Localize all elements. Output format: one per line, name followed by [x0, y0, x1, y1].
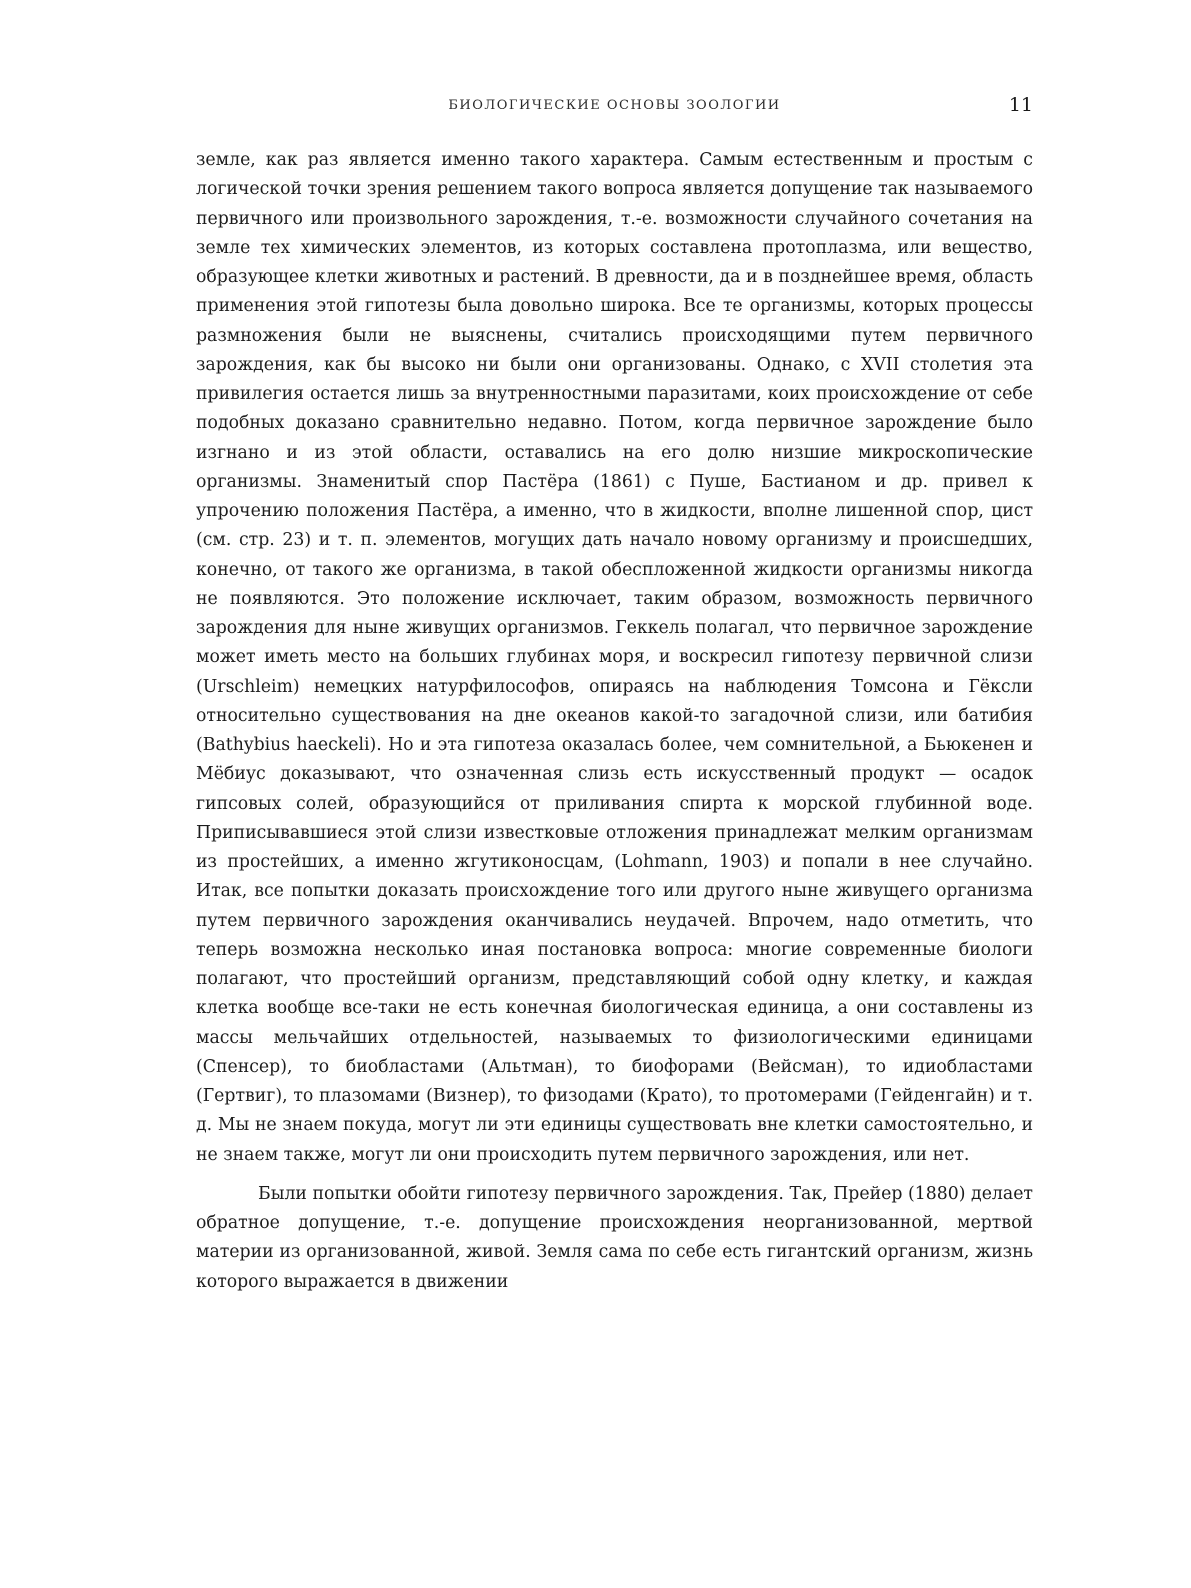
- page-header: [196, 96, 1033, 120]
- paragraph: Были попытки обойти гипотезу первичного зарождения. Так, Прейер (1880) делает обратное допущение, т.-е. допущение происхождения неорганизованной, мертвой материи из организованной, живой. Земля сама по себе есть гигантский организм, жизнь которого выражается в движении: [196, 1183, 1033, 1292]
- running-title: БИОЛОГИЧЕСКИЕ ОСНОВЫ ЗООЛОГИИ: [448, 98, 781, 113]
- paragraph-continued: земле, как раз является именно такого характера. Самым естественным и простым с логической точки зрения решением такого вопроса является допущение так называемого первичного или произвольного зарождения, т.-е. возможности случайного сочетания на земле тех химических элементов, из которых составлена протоплазма, или вещество, образующее клетки животных и растений. В древности, да и в позднейшее время, область применения этой гипотезы была довольно широка. Все те организмы, которых процессы размножения были не выяснены, считались происходящими путем первичного зарождения, как бы высоко ни были они организованы. Однако, с XVII столетия эта привилегия остается лишь за внутренностными паразитами, коих происхождение от себе подобных доказано сравнительно недавно. Потом, когда первичное зарождение было изгнано и из этой области, оставались на его долю низшие микроскопические организмы. Знаменитый спор Пастёра (1861) с Пуше, Бастианом и др. привел к упрочению положения Пастёра, а именно, что в жидкости, вполне лишенной спор, цист (см. стр. 23) и т. п. элементов, могущих дать начало новому организму и происшедших, конечно, от такого же организма, в такой обеспложенной жидкости организмы никогда не появляются. Это положение исключает, таким образом, возможность первичного зарождения для ныне живущих организмов. Геккель полагал, что первичное зарождение может иметь место на больших глубинах моря, и воскресил гипотезу первичной слизи (Urschleim) немецких натурфилософов, опираясь на наблюдения Томсона и Гёксли относительно существования на дне океанов какой-то загадочной слизи, или батибия (Bathybius haeckeli). Но и эта гипотеза оказалась более, чем сомнительной, а Бьюкенен и Мёбиус доказывают, что означенная слизь есть искусственный продукт — осадок гипсовых солей, образующийся от приливания спирта к морской глубинной воде. Приписывавшиеся этой слизи известковые отложения принадлежат мелким организмам из простейших, а именно жгутиконосцам, (Lohmann, 1903) и попали в нее случайно. Итак, все попытки доказать происхождение того или другого ныне живущего организма путем первичного зарождения оканчивались неудачей. Впрочем, надо отметить, что теперь возможна несколько иная постановка вопроса: многие современные биологи полагают, что простейший организм, представляющий собой одну клетку, и каждая клетка вообще все-таки не есть конечная биологическая единица, а они составлены из массы мельчайших отдельностей, называемых то физиологическими единицами (Спенсер), то биобластами (Альтман), то биофорами (Вейсман), то идиобластами (Гертвиг), то плазомами (Визнер), то физодами (Крато), то протомерами (Гейденгайн) и т. д. Мы не знаем покуда, могут ли эти единицы существовать вне клетки самостоятельно, и не знаем также, могут ли они происходить путем первичного зарождения, или нет.: [196, 150, 1033, 1165]
- page-number: 11: [1008, 94, 1033, 116]
- body-text: [196, 146, 1033, 1297]
